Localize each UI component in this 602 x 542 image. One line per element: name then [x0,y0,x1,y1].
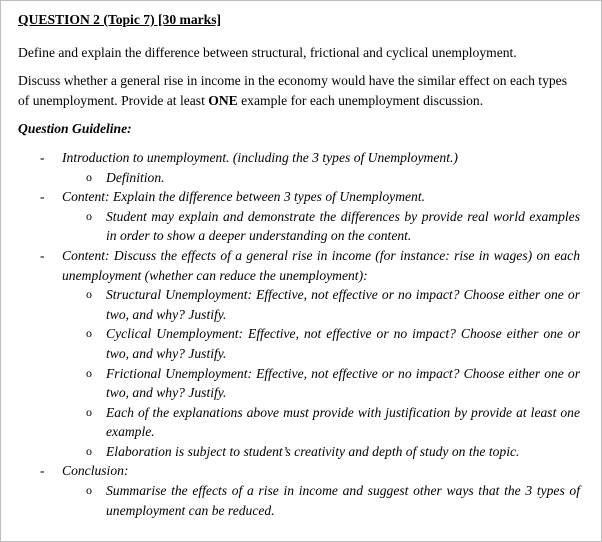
discussion-text-start: Discuss whether a general rise in income in the economy would have the similar effect on each types of unemployment. Provide at least [18,73,567,108]
dash-marker: - [40,247,45,263]
bullet-marker: o [86,326,92,341]
bullet-marker: o [86,169,92,184]
question-title: QUESTION 2 (Topic 7) [30 marks] [18,12,222,27]
guideline-heading: Question Guideline: [18,121,132,137]
guideline-item [18,246,580,285]
bullet-marker: o [86,208,92,223]
guideline-subitem-text: Each of the explanations above must provide with justification by provide at least one example. [106,404,580,440]
bullet-marker: o [86,483,92,498]
discussion-emphasis: ONE [208,92,238,108]
guideline-item [18,461,580,481]
guideline-subitem [18,168,580,188]
bullet-marker: o [86,404,92,419]
guideline-item-text: Content: Explain the difference between 3 types of Unemployment. [62,189,426,205]
guideline-subitem [18,481,580,520]
guideline-subitem-text: Frictional Unemployment: Effective, not effective or no impact? Choose either one or two, and why? Justify. [106,365,580,401]
guideline-subitem-text: Student may explain and demonstrate the differences by provide real world examples in order to show a deeper understanding on the content. [106,208,580,244]
guideline-subitem [18,207,580,246]
bullet-marker: o [86,443,92,458]
guideline-item-text: Conclusion: [62,463,129,479]
guideline-item-text: Introduction to unemployment. (including the 3 types of Unemployment.) [62,149,458,165]
guideline-subitem [18,324,580,363]
guideline-subitem-text: Cyclical Unemployment: Effective, not effective or no impact? Choose either one or two, and why? Justify. [106,326,580,361]
guideline-subitem-text: Structural Unemployment: Effective, not effective or no impact? Choose either one or two, and why? Justify. [106,287,580,322]
guideline-subitem [18,442,580,462]
guideline-subitem [18,403,580,442]
guideline-subitem-text: Summarise the effects of a rise in income and suggest other ways that the 3 types of unemployment can be reduced. [106,483,580,518]
dash-marker: - [40,463,45,479]
question-discussion [18,71,580,110]
discussion-text-end: example for each unemployment discussion. [237,92,484,108]
guideline-subitem [18,285,580,324]
bullet-marker: o [86,365,92,380]
guideline-item [18,187,580,207]
question-instruction: Define and explain the difference between structural, frictional and cyclical unemployment. [18,44,517,60]
guideline-subitem-text: Definition. [106,169,165,185]
guideline-subitem-text: Elaboration is subject to student’s creativity and depth of study on the topic. [106,443,520,459]
guideline-list [18,148,580,520]
bullet-marker: o [86,287,92,302]
guideline-item-text: Content: Discuss the effects of a general rise in income (for instance: rise in wages) on each unemployment (whether can reduce the unemployment): [62,247,580,283]
document-content [18,10,580,520]
dash-marker: - [40,149,45,165]
guideline-subitem [18,364,580,403]
dash-marker: - [40,189,45,205]
guideline-item [18,148,580,168]
